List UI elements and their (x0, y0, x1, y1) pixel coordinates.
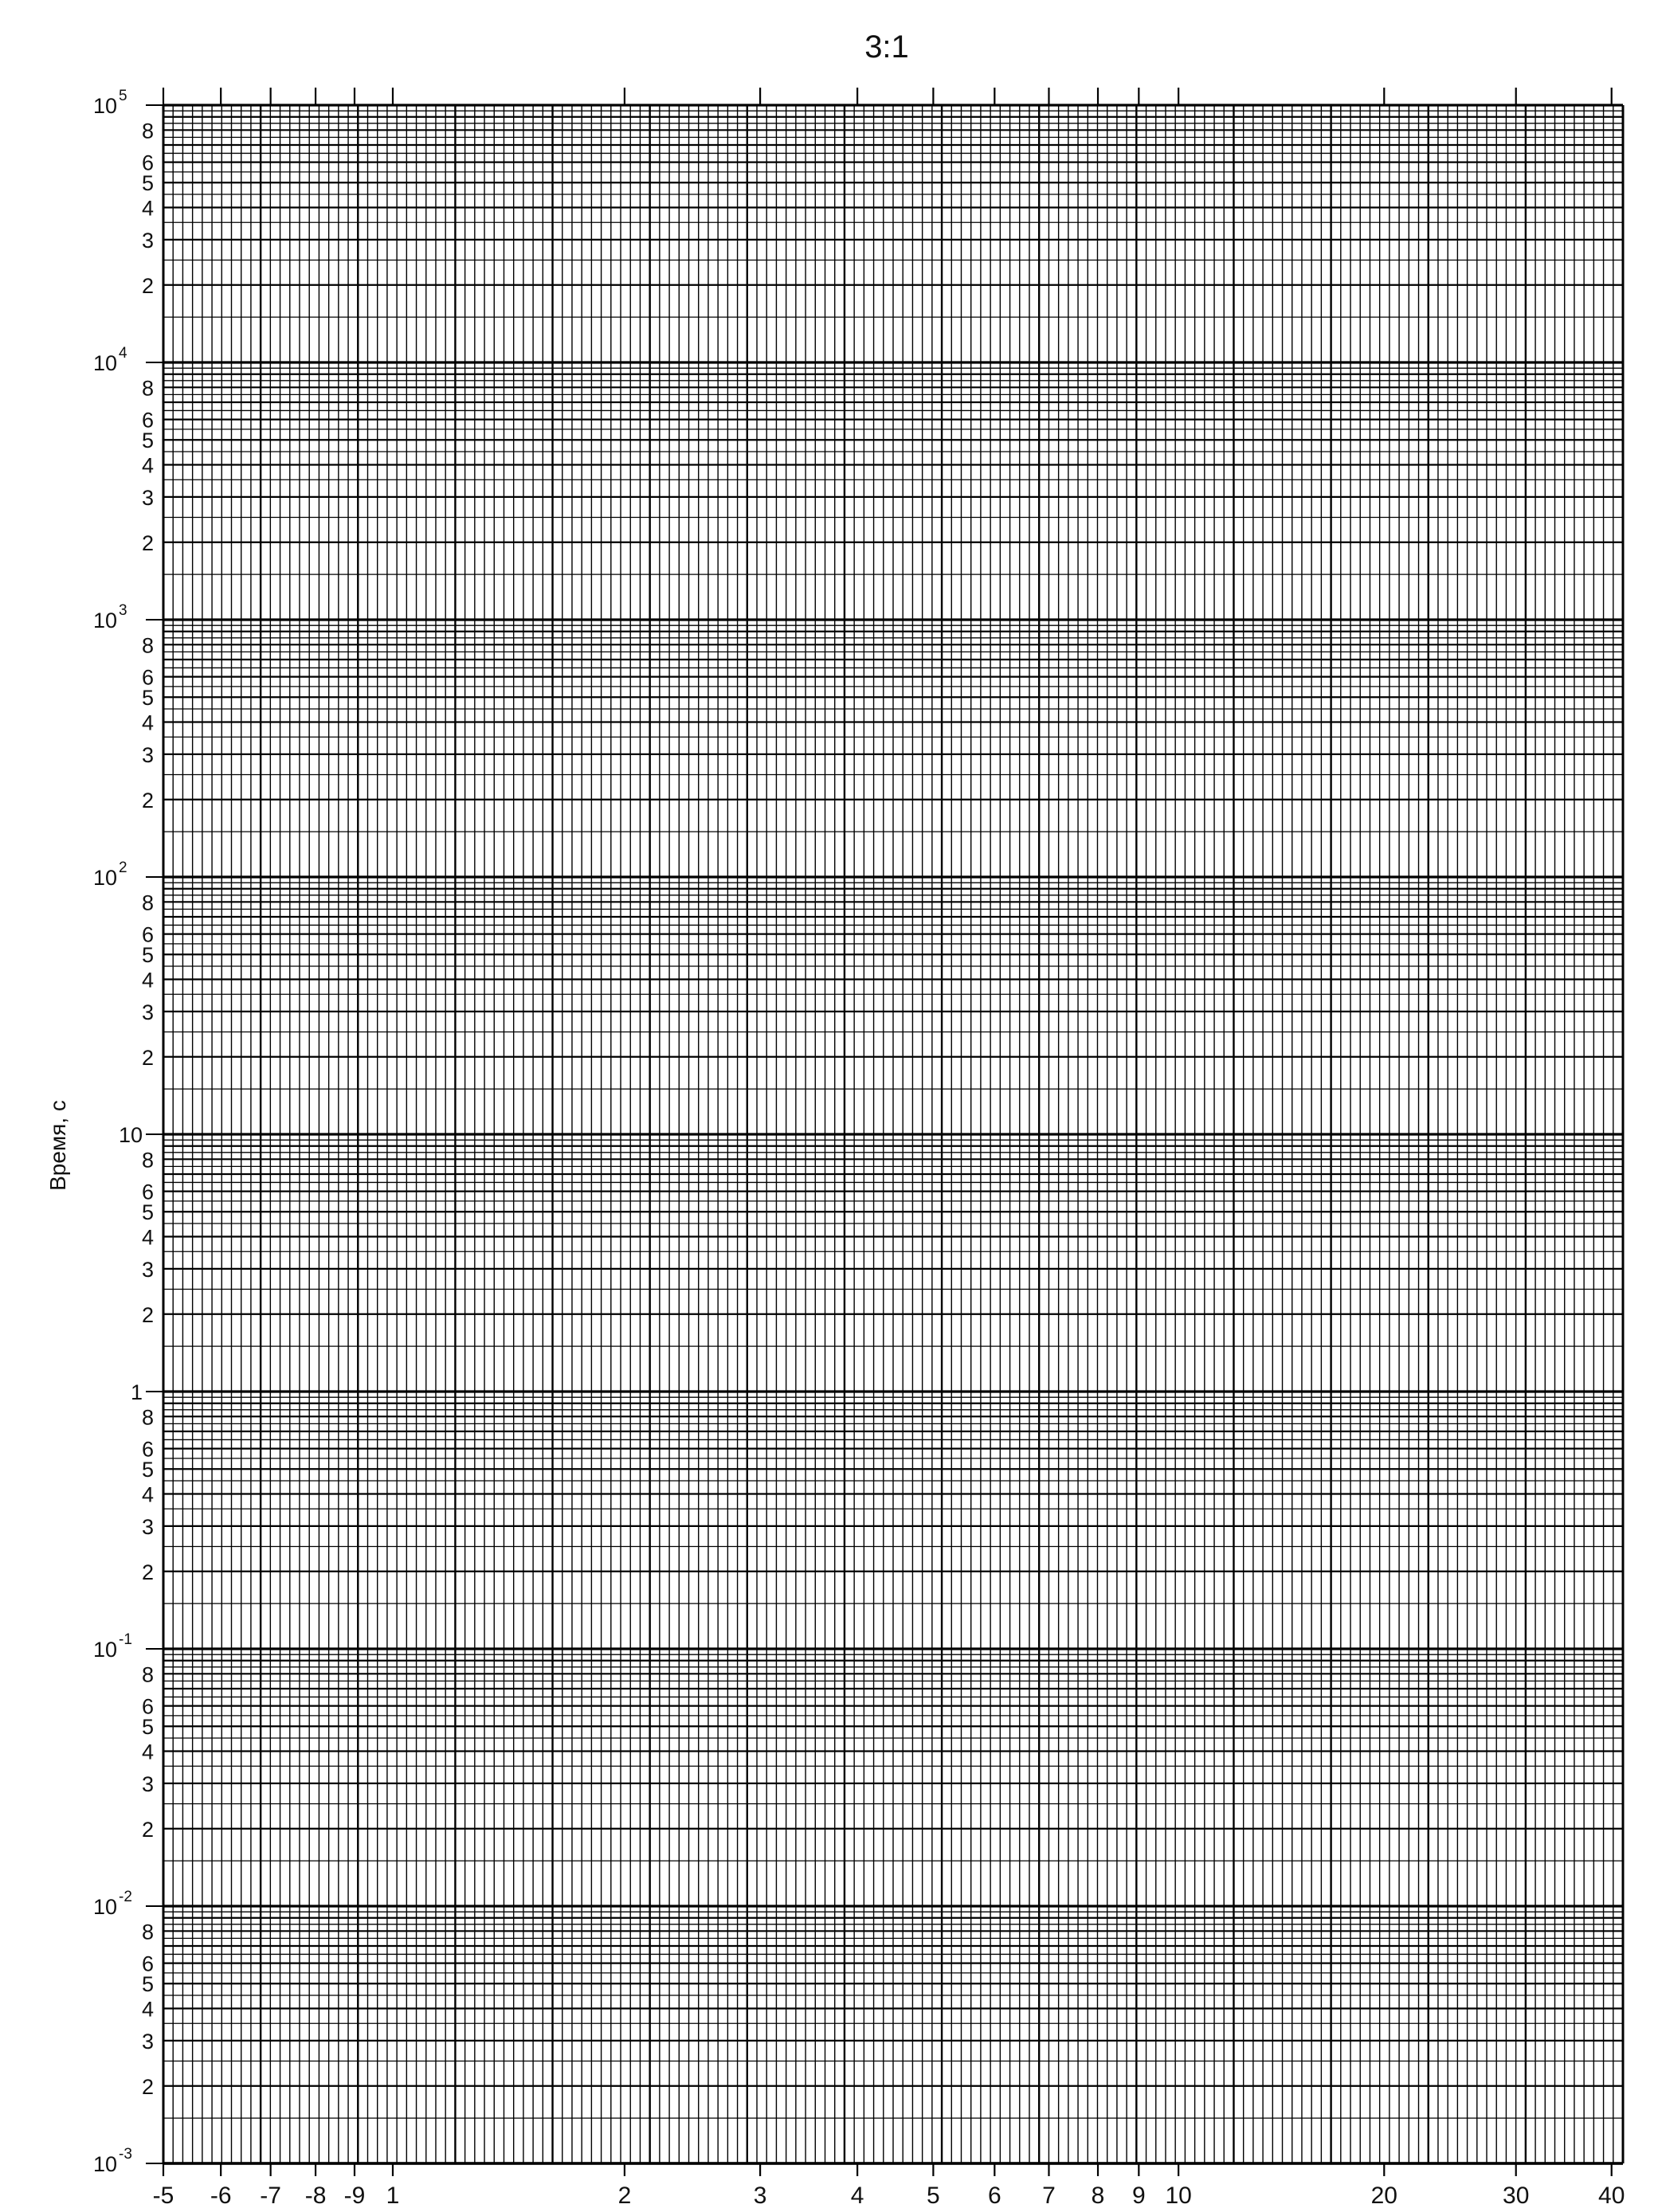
y-minor-label: 2 (141, 788, 154, 812)
y-minor-label: 4 (141, 1482, 154, 1507)
y-minor-label: 8 (141, 119, 154, 143)
y-minor-label: 5 (141, 1972, 154, 1997)
y-minor-label: 6 (141, 1952, 154, 1976)
x-tick-label: 5 (927, 2183, 940, 2209)
x-tick-label: -6 (210, 2183, 232, 2209)
chart-title: 3:1 (864, 29, 909, 65)
y-minor-label: 6 (141, 408, 154, 433)
y-decade-label: 10 (92, 609, 117, 632)
y-minor-label: 5 (141, 171, 154, 196)
x-tick-label: 3 (753, 2183, 767, 2209)
y-minor-label: 8 (141, 376, 154, 401)
y-minor-label: 8 (141, 891, 154, 915)
y-axis-label: Время, с (45, 1100, 70, 1191)
y-decade-label: 10 (92, 1895, 117, 1919)
y-decade-label: 10 (92, 1638, 117, 1662)
y-decade-exponent: 4 (119, 345, 127, 362)
y-minor-label: 6 (141, 1437, 154, 1462)
y-minor-label: 8 (141, 1405, 154, 1430)
y-minor-label: 3 (141, 1772, 154, 1796)
x-tick-label: -7 (260, 2183, 281, 2209)
y-minor-label: 4 (141, 968, 154, 992)
y-minor-label: 3 (141, 1514, 154, 1539)
y-minor-label: 2 (141, 1817, 154, 1842)
y-minor-label: 2 (141, 2074, 154, 2099)
y-minor-label: 2 (141, 273, 154, 298)
x-tick-label: 10 (1165, 2183, 1192, 2209)
y-minor-label: 6 (141, 1180, 154, 1204)
y-minor-label: 3 (141, 1257, 154, 1282)
x-tick-label: -5 (152, 2183, 174, 2209)
y-minor-label: 3 (141, 742, 154, 767)
y-decade-label: 10 (118, 1123, 143, 1147)
y-minor-label: 3 (141, 485, 154, 510)
x-tick-label: 30 (1503, 2183, 1530, 2209)
y-decade-exponent: 5 (119, 88, 127, 104)
y-decade-label: 10 (92, 866, 117, 890)
y-minor-label: 6 (141, 665, 154, 690)
x-tick-label: 20 (1370, 2183, 1397, 2209)
grid-lines (163, 105, 1623, 2163)
y-minor-label: 4 (141, 196, 154, 221)
y-minor-label: 4 (141, 1997, 154, 2022)
y-decade-exponent: -3 (119, 2146, 132, 2163)
y-minor-label: 6 (141, 922, 154, 947)
y-minor-label: 8 (141, 633, 154, 658)
y-minor-label: 8 (141, 1662, 154, 1687)
y-minor-label: 6 (141, 1694, 154, 1719)
x-tick-label: 40 (1598, 2183, 1625, 2209)
x-tick-label: 4 (850, 2183, 864, 2209)
y-minor-label: 2 (141, 1045, 154, 1070)
y-minor-label: 4 (141, 453, 154, 478)
y-minor-label: 4 (141, 711, 154, 735)
y-decade-label: 10 (92, 351, 117, 375)
y-minor-label: 4 (141, 1225, 154, 1250)
y-minor-label: 2 (141, 1560, 154, 1584)
y-minor-label: 8 (141, 1920, 154, 1944)
y-minor-label: 5 (141, 429, 154, 453)
x-tick-label: -9 (343, 2183, 366, 2209)
x-tick-label: 8 (1091, 2183, 1105, 2209)
tick-labels (93, 88, 1625, 2209)
y-minor-label: 8 (141, 1148, 154, 1173)
y-minor-label: 5 (141, 1715, 154, 1740)
y-minor-label: 6 (141, 151, 154, 175)
y-minor-label: 2 (141, 530, 154, 555)
x-tick-label: 6 (987, 2183, 1001, 2209)
x-tick-label: 2 (617, 2183, 632, 2209)
y-minor-label: 2 (141, 1302, 154, 1327)
y-decade-exponent: -1 (119, 1631, 132, 1648)
y-decade-exponent: 3 (119, 602, 127, 619)
y-minor-label: 5 (141, 1200, 154, 1225)
x-tick-label: 9 (1131, 2183, 1146, 2209)
x-tick-label: 7 (1042, 2183, 1056, 2209)
y-minor-label: 3 (141, 1000, 154, 1024)
y-minor-label: 5 (141, 943, 154, 968)
y-decade-label: 10 (92, 2152, 117, 2176)
y-minor-label: 4 (141, 1740, 154, 1764)
y-decade-exponent: 2 (119, 859, 127, 876)
x-tick-label: -8 (304, 2183, 327, 2209)
y-minor-label: 3 (141, 228, 154, 253)
y-decade-label: 10 (92, 94, 117, 118)
x-tick-label: 1 (386, 2183, 400, 2209)
y-minor-label: 3 (141, 2029, 154, 2053)
y-minor-label: 5 (141, 686, 154, 711)
y-minor-label: 5 (141, 1458, 154, 1482)
y-decade-exponent: -2 (119, 1889, 132, 1905)
y-decade-label: 1 (130, 1380, 143, 1404)
